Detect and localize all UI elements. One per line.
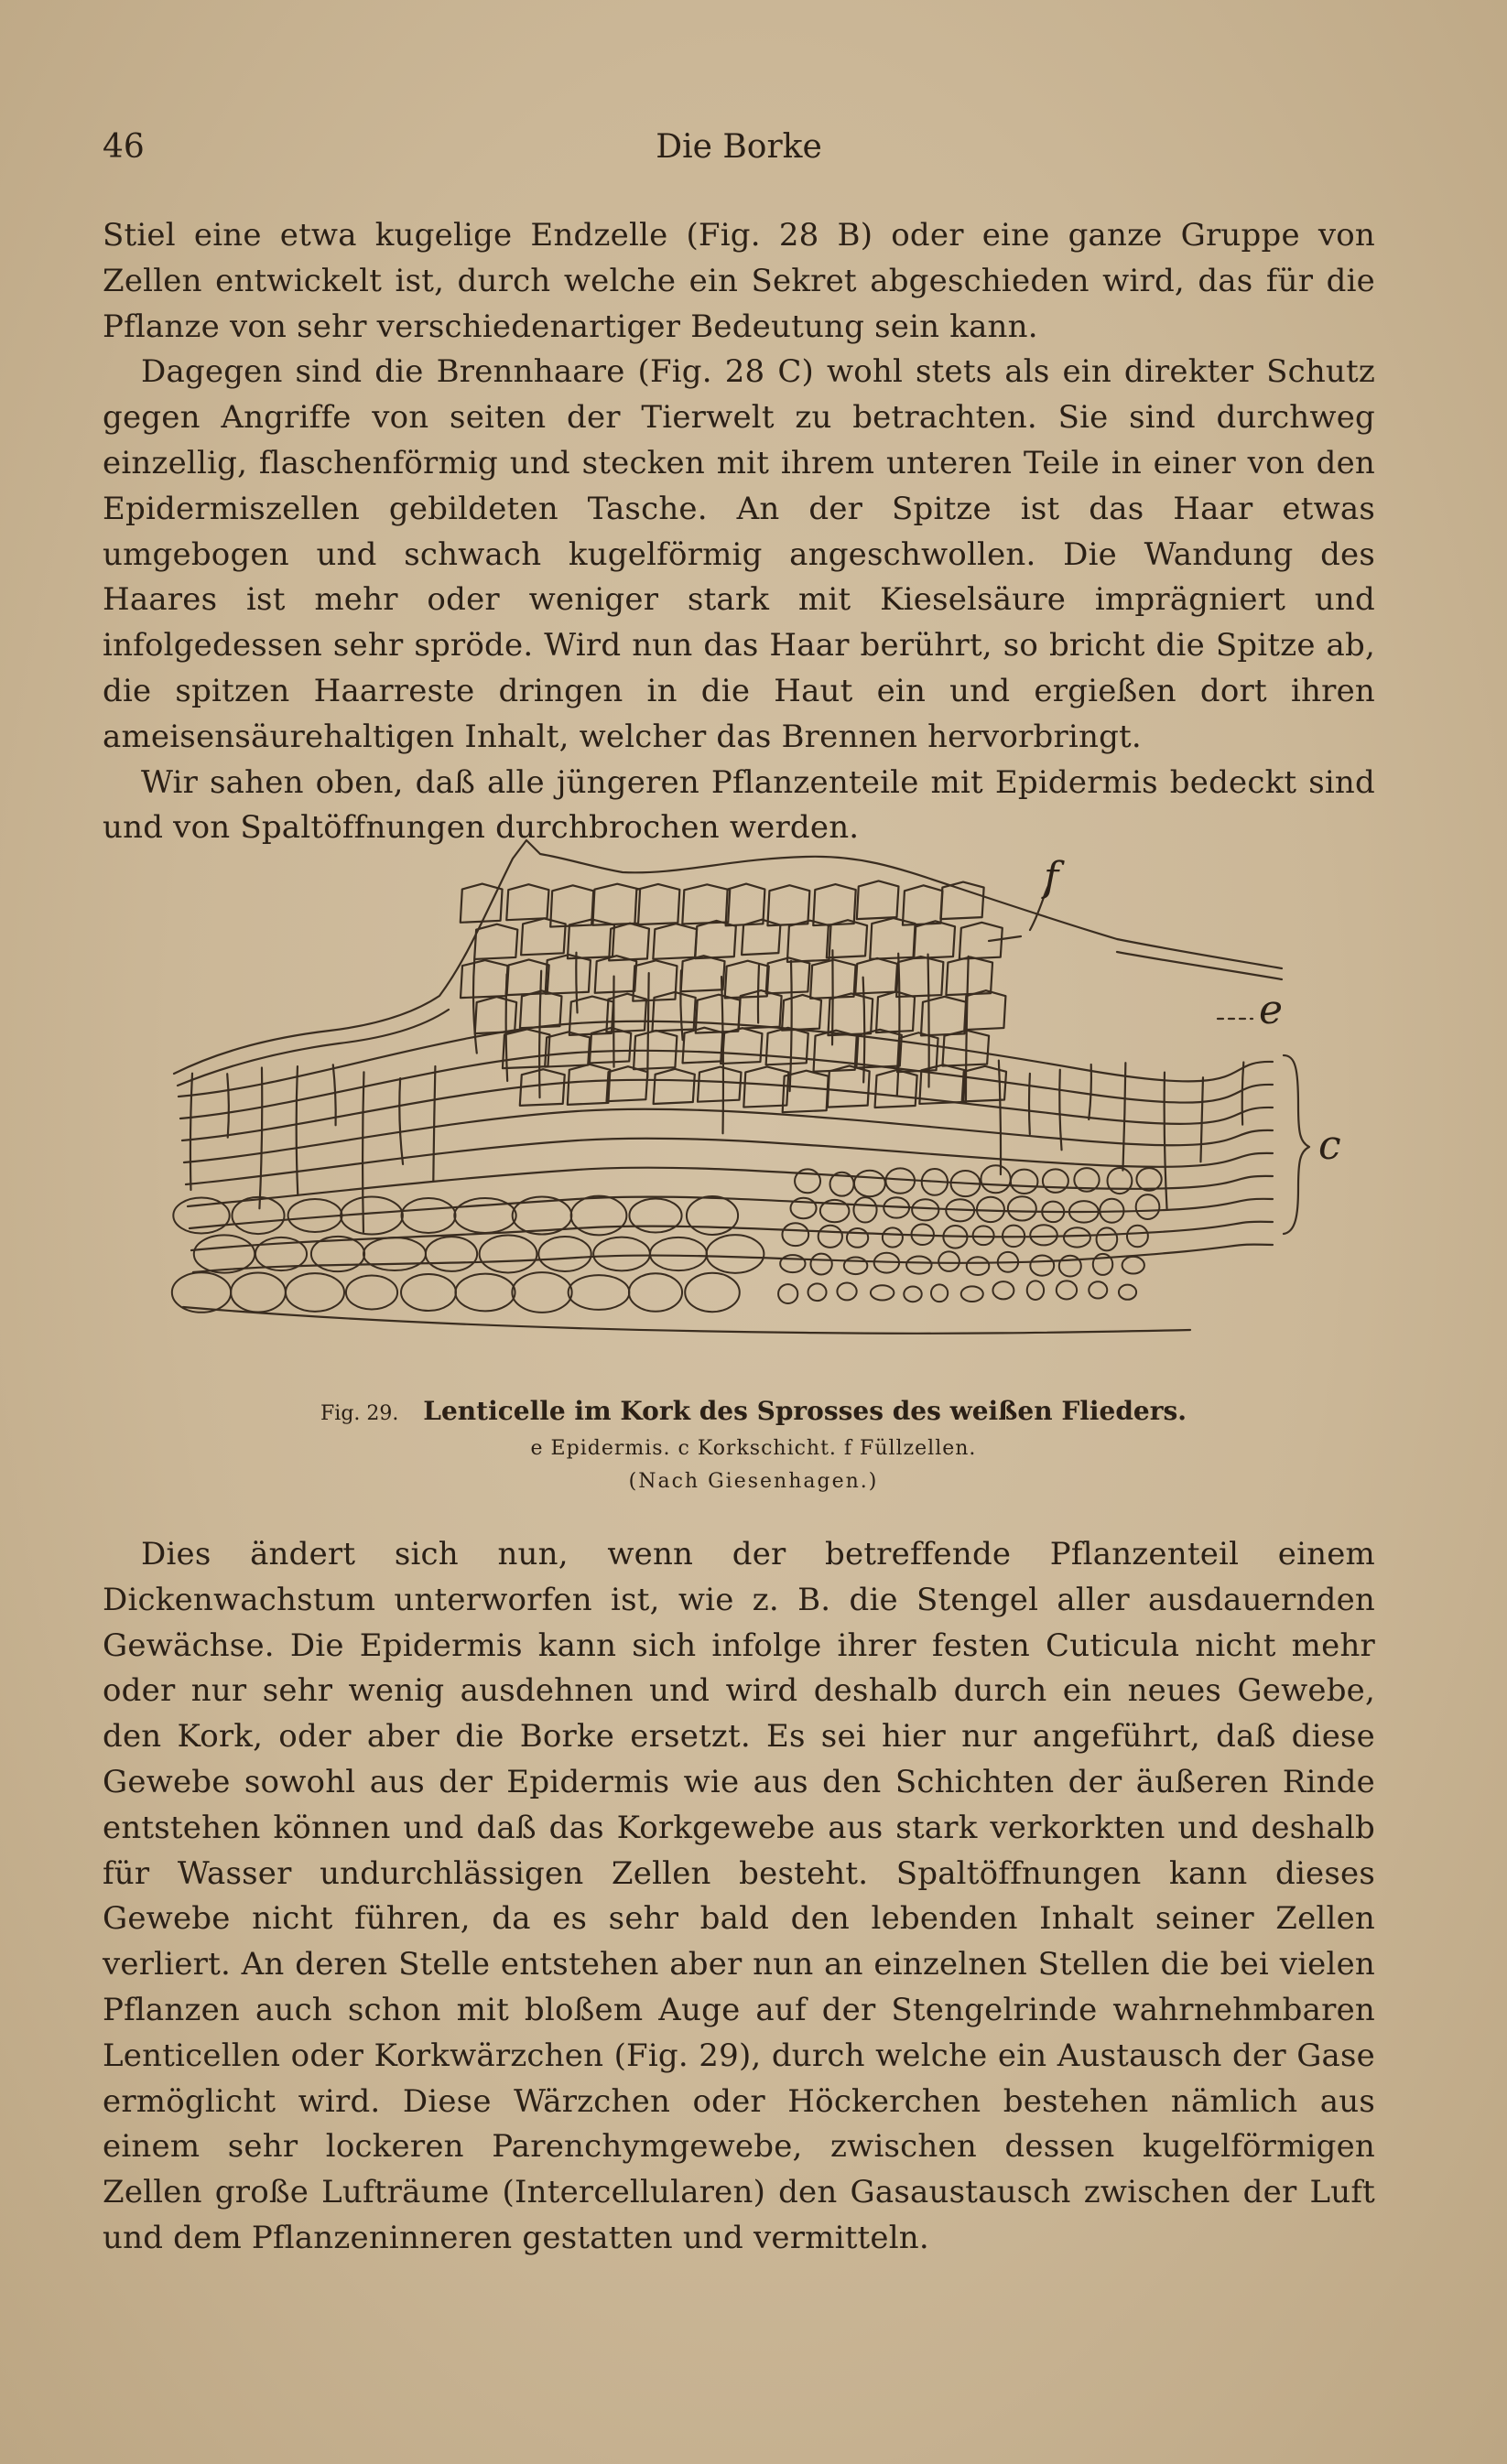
text-block-top [103,213,1375,851]
page-header [103,128,1375,174]
label-e: e [1259,987,1284,1033]
paragraph-kork: Dies ändert sich nun, wenn der betreffende Pflanzenteil einem Dickenwachstum unterworfen ist, wie z. B. die Stengel aller ausdauernden Gewächse. Die Epidermis kann sich infolge ihrer festen Cuticula nicht mehr oder nur sehr wenig ausdehnen und wird deshalb durch ein neues Gewebe, den Kork, oder aber die Borke ersetzt. Es sei hier nur angeführt, daß diese Gewebe sowohl aus der Epidermis wie aus den Schichten der äußeren Rinde entstehen können und daß das Korkgewebe aus stark verkorkten und deshalb für Wasser undurchlässigen Zellen besteht. Spaltöffnungen kann dieses Gewebe nicht führen, da es sehr bald den lebenden Inhalt seiner Zellen verliert. An deren Stelle entstehen aber nun an einzelnen Stellen die bei vielen Pflanzen auch schon mit bloßem Auge auf der Stengelrinde wahrnehmbaren Lenticellen oder Korkwärzchen (Fig. 29), durch welche ein Austausch der Gase ermöglicht wird. Diese Wärzchen oder Höckerchen bestehen nämlich aus einem sehr lockeren Parenchymgewebe, zwischen dessen kugelförmigen Zellen große Lufträume (Intercellularen) den Gasaustausch zwischen der Luft und dem Pflanzeninneren gestatten und vermitteln. [103,1536,1375,2256]
paragraph-continued: Stiel eine etwa kugelige Endzelle (Fig. 28 B) oder eine ganze Gruppe von Zellen entwickelt ist, durch welche ein Sekret abgeschieden wird, das für die Pflanze von sehr verschiedenartiger Bedeutung sein kann. [103,217,1375,345]
figure-legend: e Epidermis. c Korkschicht. f Füllzellen. [530,1437,977,1460]
figure-lenticel-illustration [165,831,1355,1362]
page-number: 46 [103,128,145,166]
lenticel-drawing [165,831,1355,1362]
figure-number: Fig. 29. [320,1402,399,1425]
running-title: Die Borke [656,128,822,166]
paragraph-brennhaare: Dagegen sind die Brennhaare (Fig. 28 C) wohl stets als ein direkter Schutz gegen Angriffe von seiten der Tierwelt zu betrachten. Sie sind durchweg einzellig, flaschenförmig und stecken mit ihrem unteren Teile in einer von den Epidermiszellen gebildeten Tasche. An der Spitze ist das Haar etwas umgebogen und schwach kugelförmig angeschwollen. Die Wandung des Haares ist mehr oder weniger stark mit Kieselsäure imprägniert und infolgedessen sehr spröde. Wird nun das Haar berührt, so bricht die Spitze ab, die spitzen Haarreste dringen in die Haut ein und ergießen dort ihren ameisensäurehaltigen Inhalt, welcher das Brennen hervorbringt. [103,353,1375,755]
paragraph-epidermis: Wir sahen oben, daß alle jüngeren Pflanzenteile mit Epidermis bedeckt sind und von Spaltöffnungen durchbrochen werden. [103,763,1375,847]
figure-caption [0,1396,1507,1426]
label-c: c [1318,1122,1341,1169]
figure-source: (Nach Giesenhagen.) [628,1470,879,1493]
label-f: f [1044,854,1059,901]
figure-title: Lenticelle im Kork des Sprosses des weißen Flieders. [423,1396,1187,1426]
text-block-bottom [103,1532,1375,2262]
